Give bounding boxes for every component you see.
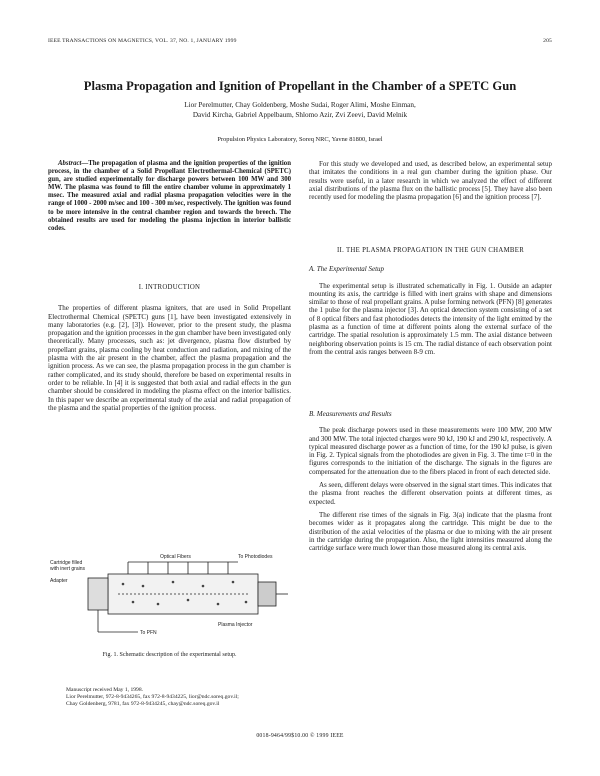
label-inert-grains: with inert grains (50, 566, 86, 572)
measurements-paragraph-3: The different rise times of the signals in Fig. 3(a) indicate that the plasma front becomes wider as it propagates along the cartridge. This might be due to the distribution of the axial velocities of the plasma or due to mixing with the air present in the cartridge during the propagation. Also, the light intensities measured along the cartridge surface were much lower than those measured along its central axis. (309, 510, 552, 553)
abstract-text: —The propagation of plasma and the ignition properties of the ignition process, in the chamber of a Solid Propellant Electrothermal-Chemical (SPETC) gun, are studied experimentally for discharge powers between 100 MW and 300 MW. The plasma was found to fill the entire chamber volume in approximately 1 msec. The measured axial and radial plasma propagation velocities were in the range of 1000 - 2000 m/sec and 100 - 300 m/sec, respectively. The ignition was found to be more intensive in the central chamber region and towards the breech. The obtained results are used for modeling the plasma injection in interior ballistic codes. (48, 160, 291, 232)
figure-1-caption: Fig. 1. Schematic description of the experimental setup. (102, 652, 237, 658)
figure-1-schematic (48, 552, 291, 648)
footnote-received: Manuscript received May 1, 1998. (66, 687, 144, 693)
footnote (66, 687, 306, 709)
measurements-paragraph-2: As seen, different delays were observed in the signal start times. This indicates that the plasma front reaches the different observation points at different times, as expected. (309, 481, 552, 506)
paper-title: Plasma Propagation and Ignition of Propellant in the Chamber of a SPETC Gun (83, 79, 517, 93)
right-intro-paragraph: For this study we developed and used, as described below, an experimental setup that imitates the conditions in a real gun chamber during the ignition phase. Our results were useful, in a later research in which we analyzed the effect of different axial distributions of the plasma flux on the ballistic process [5]. They have also been recently used for modeling the plasma propagation [6] and the ignition process [7]. (309, 160, 552, 202)
copyright-footer: 0018-9464/99$10.00 © 1999 IEEE (256, 733, 344, 739)
label-pfn: To PFN (140, 630, 157, 636)
label-adapter: Adapter (50, 578, 68, 584)
footnote-contact-1: Lior Perelmutter, 972-8-9434265, fax 972-8-9434225, lior@ndc.soreq.gov.il; (66, 694, 239, 701)
journal-info: IEEE TRANSACTIONS ON MAGNETICS, VOL. 37, NO. 1, JANUARY 1999 (48, 38, 237, 44)
label-injector: Plasma Injector (218, 622, 253, 628)
page-number: 205 (543, 38, 552, 44)
abstract (48, 160, 291, 233)
label-photodiodes: To Photodiodes (238, 554, 273, 560)
label-cartridge-filled: Cartridge filled (50, 560, 83, 566)
intro-paragraph: The properties of different plasma igniters, that are used in Solid Propellant Electrothermal Chemical (SPETC) guns [1], have been investigated extensively in many laboratories (e.g. [2], [3]). However, prior to the present study, the plasma propagation and the ignition processes in the gun chamber have been investigated only theoretically. Many processes, such as: jet divergence, plasma flow disturbed by propellant grains, plasma cooling by heat conduction and radiation, and mixing of the plasma with the air present in the chamber, affect the plasma propagation and the ignition process. As we can see, the plasma propagation process in the gun chamber is rather complicated, and its study should, therefore be based on experimental results in order to be reliable. In [4] it is suggested that both axial and radial effects in the gun chamber should be considered in modeling the plasma effect on the interior ballistics. In this paper we describe an experimental study of the axial and radial propagation of the plasma and the spatial properties of the ignition process. (48, 304, 291, 412)
setup-paragraph: The experimental setup is illustrated schematically in Fig. 1. Outside an adapter mounting its axis, the cartridge is filled with inert grains with shape and dimensions similar to those of real propellant grains. A pulse forming network (PFN) [8] generates the 1 pulse for the plasma injector [3]. An optical detection system consisting of a set of 8 optical fibers and fast photodiodes detects the intensity of the light emitted by the plasma as a function of time at different points along the external surface of the cartridge. The spatial resolution is approximately 1.5 mm. The axial distance between neighboring observation points is 15 cm. The radial distance of each observation point from the central axis ranges between 8-9 cm. (309, 281, 552, 356)
subsection-b (309, 410, 552, 557)
author-line-2: David Kircha, Gabriel Appelbaum, Shlomo Azir, Zvi Zeevi, David Melnik (192, 111, 408, 119)
section-2-heading: II. THE PLASMA PROPAGATION IN THE GUN CHAMBER (336, 247, 525, 254)
abstract-label: Abstract (58, 160, 82, 167)
author-list (130, 100, 470, 120)
footnote-contact-2: Chay Goldenberg, 9781, fax 972-8-9434245, chay@ndc.soreq.gov.il (66, 701, 220, 708)
affiliation: Propulsion Physics Laboratory, Soreq NRC, Yavne 81800, Israel (217, 136, 383, 143)
intro-heading: I. INTRODUCTION (138, 284, 201, 291)
injector-block (258, 582, 276, 606)
measurements-paragraph-1: The peak discharge powers used in these measurements were 100 MW, 200 MW and 300 MW. The total injected charges were 90 kJ, 190 kJ and 290 kJ, respectively. A typical measured discharge power as a function of time, for the 190 kJ pulse, is given in Fig. 2. Typical signals from the photodiodes are given in Fig. 3. The time t=0 in the figures corresponds to the initiation of the discharge. The signals in the figures are compensated for the attenuation due to the fibers placed in front of each detected side. (309, 426, 552, 476)
section-2 (309, 247, 552, 361)
author-line-1: Lior Perelmutter, Chay Goldenberg, Moshe Sudai, Roger Alimi, Moshe Einman, (184, 101, 416, 109)
right-intro-continued (309, 160, 552, 201)
label-optical-fibers: Optical Fibers (160, 554, 191, 560)
adapter-block (88, 578, 108, 610)
subsection-a-heading: A. The Experimental Setup (309, 265, 385, 274)
running-head (48, 38, 552, 44)
subsection-b-heading: B. Measurements and Results (309, 410, 392, 418)
introduction-section (48, 284, 291, 417)
